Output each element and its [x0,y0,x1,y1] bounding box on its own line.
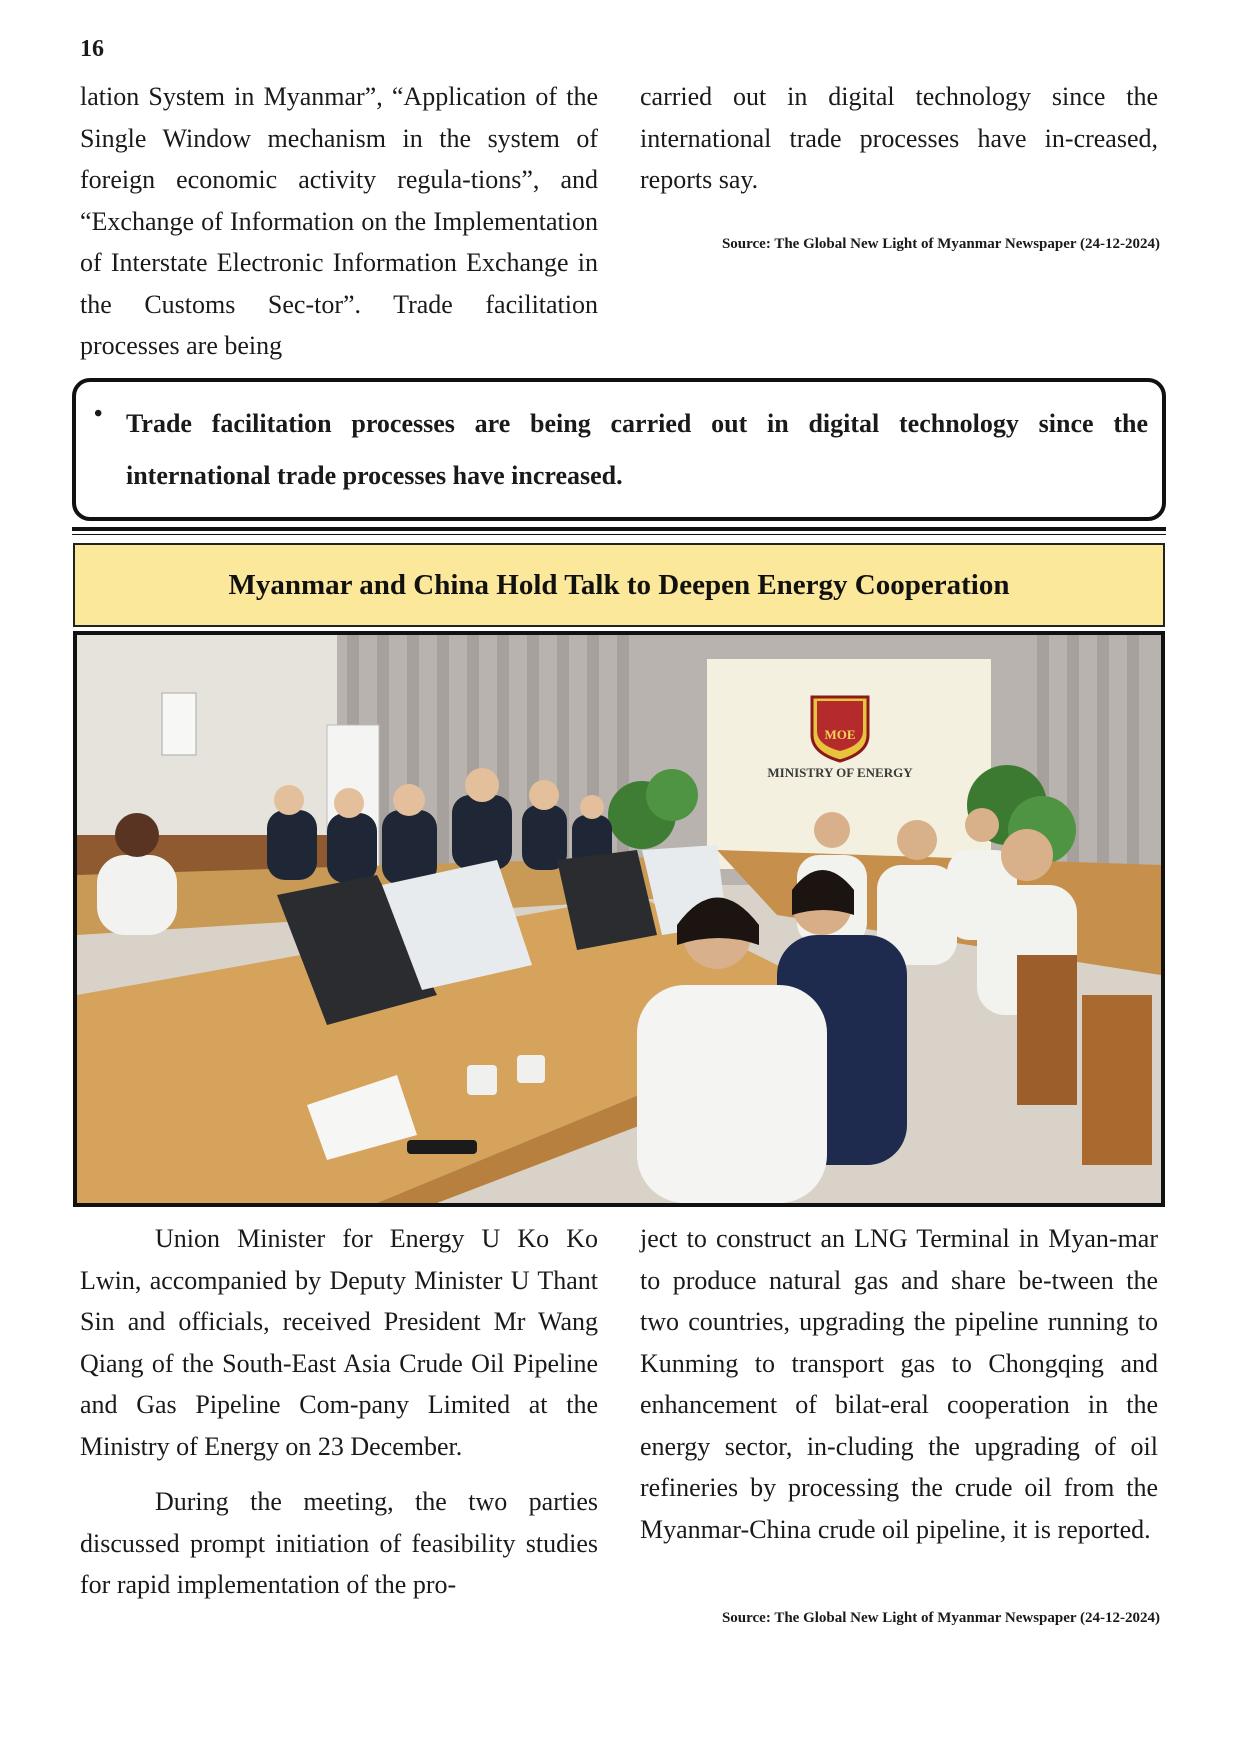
article-photo [73,631,1165,1207]
top-article-right-text: carried out in digital technology since the international trade processes have in-creased, reports say. [640,82,1158,194]
section-divider-thin [72,534,1166,535]
top-article-left-column [80,76,598,367]
top-article-left-text: lation System in Myanmar”, “Application of the Single Window mechanism in the system of foreign economic activity regula-tions”, and “Exchange of Information on the Implementation of Interstate Electronic Information Exchange in the Customs Sec-tor”. Trade facilitation processes are being [80,82,598,360]
article-paragraph-1: Union Minister for Energy U Ko Ko Lwin, accompanied by Deputy Minister U Thant Sin and officials, received President Mr Wang Qiang of the South-East Asia Crude Oil Pipeline and Gas Pipeline Com-pany Limited at the Ministry of Energy on 23 December. [80,1224,598,1461]
article-right-column [640,1218,1158,1550]
article-paragraph-3: ject to construct an LNG Terminal in Myan-mar to produce natural gas and share be-tween the two countries, upgrading the pipeline running to Kunming to transport gas to Chongqing and enhancement of bilat-eral cooperation in the energy sector, in-cluding the upgrading of oil refineries by processing the crude oil from the Myanmar-China crude oil pipeline, it is reported. [640,1224,1158,1544]
page-number: 16 [80,36,104,62]
article-headline: Myanmar and China Hold Talk to Deepen Energy Cooperation [73,543,1165,627]
sign-logo-text: MOE [824,727,856,742]
top-article-right-column [640,76,1158,201]
sign-text: MINISTRY OF ENERGY [767,765,913,780]
highlight-text: Trade facilitation processes are being carried out in digital technology since the international trade processes have increased. [126,409,1148,490]
article-paragraph-2: During the meeting, the two parties discussed prompt initiation of feasibility studies for rapid implementation of the pro- [80,1487,598,1599]
section-divider [72,527,1166,531]
bullet-icon: • [94,401,103,427]
article-left-column [80,1218,598,1606]
highlight-box [72,378,1166,521]
article-source: Source: The Global New Light of Myanmar Newspaper (24-12-2024) [721,1610,1160,1626]
top-article-source: Source: The Global New Light of Myanmar Newspaper (24-12-2024) [721,236,1160,252]
